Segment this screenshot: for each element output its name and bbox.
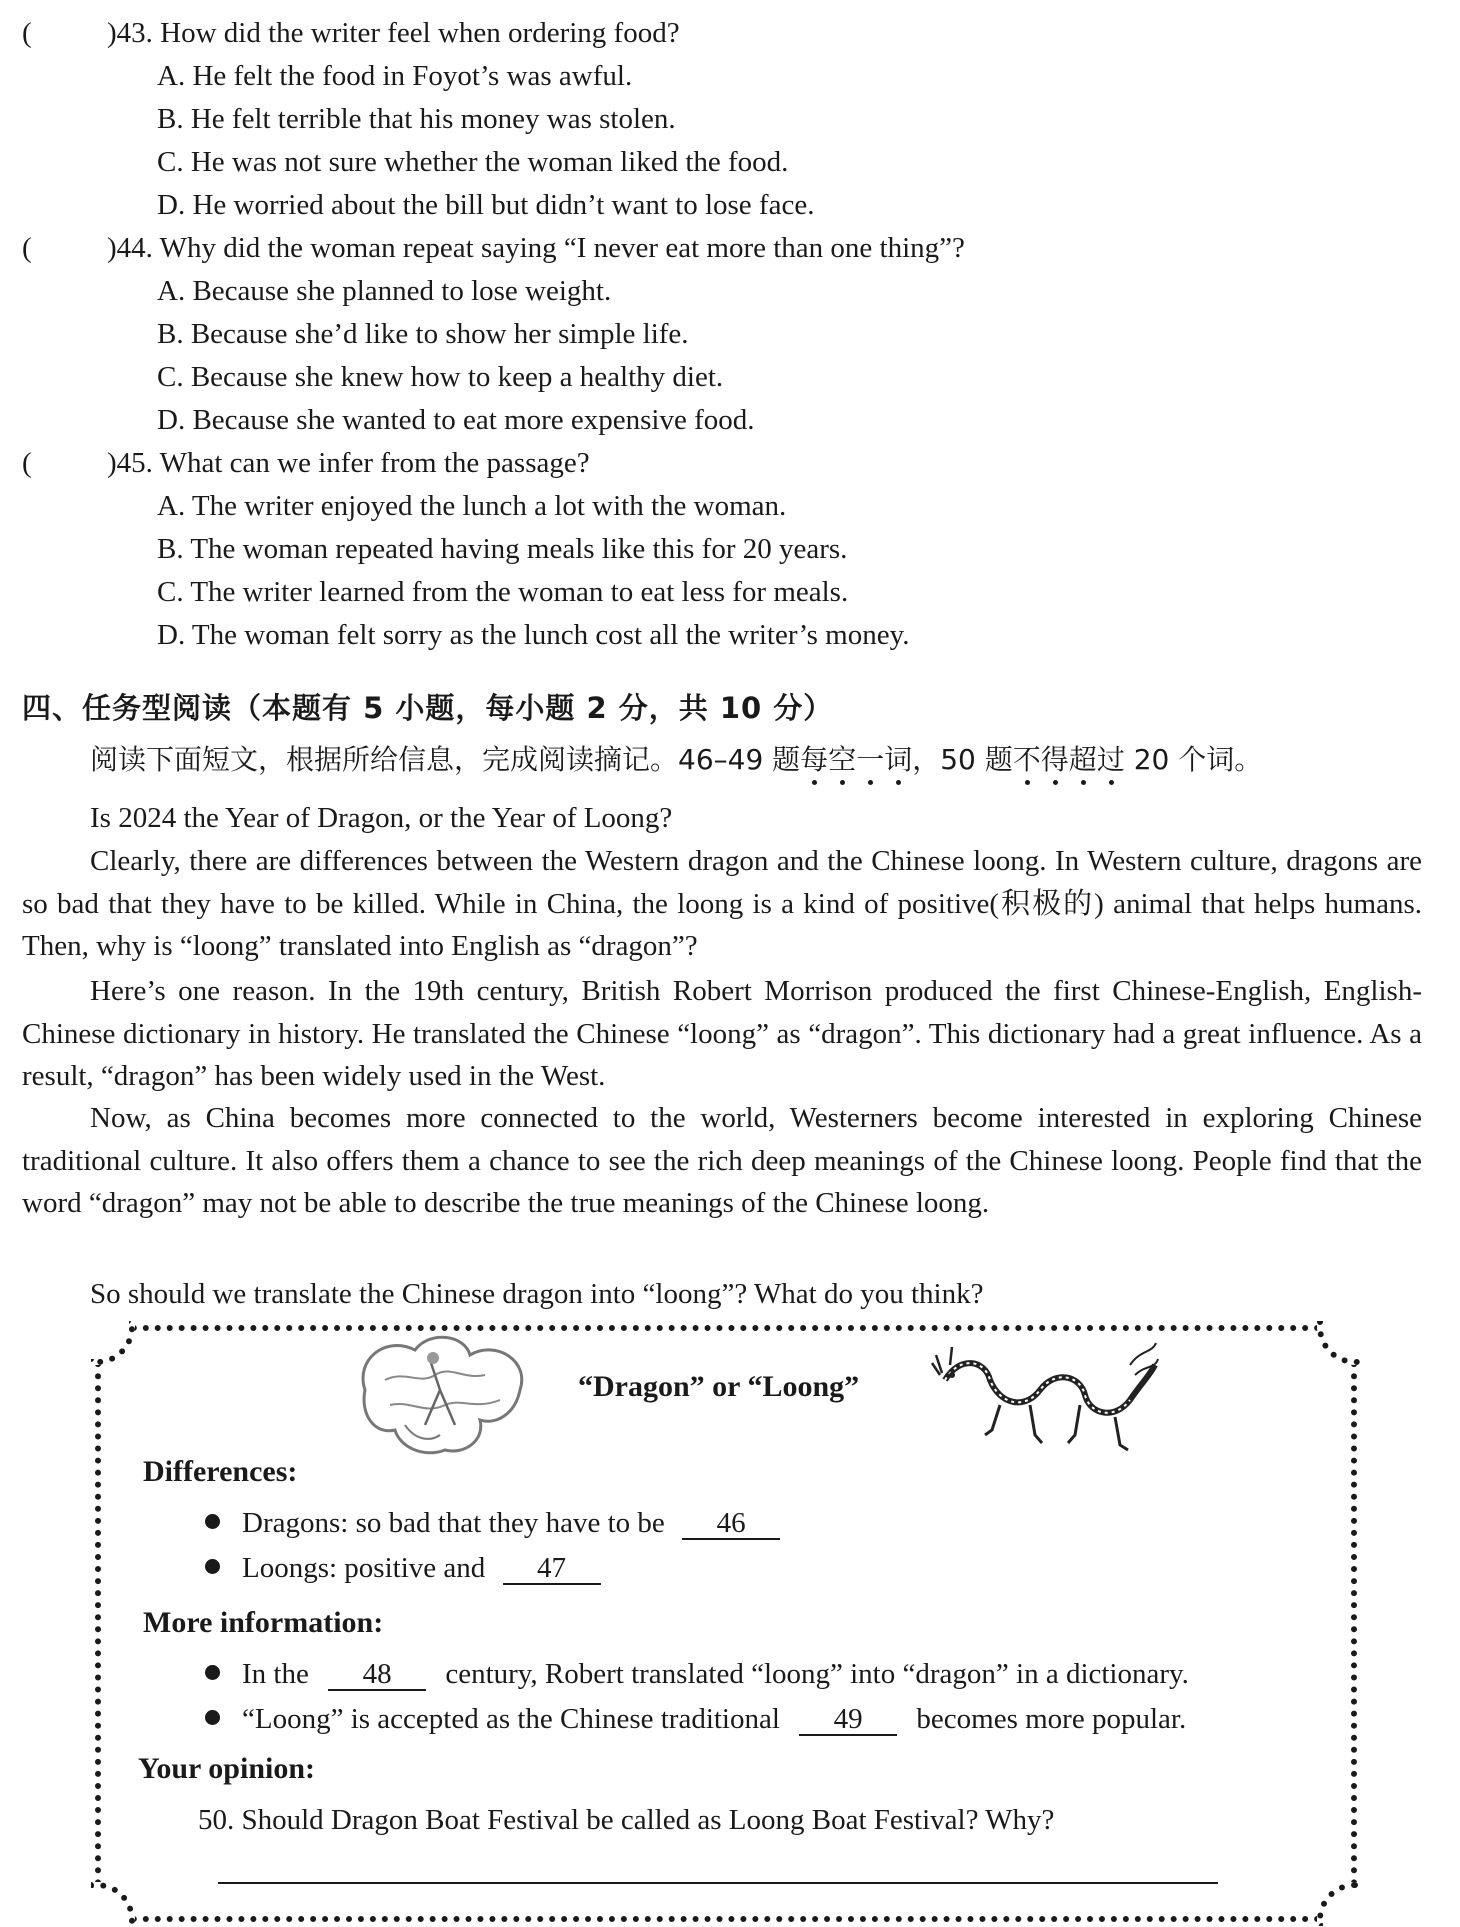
section-instruction: 阅读下面短文，根据所给信息，完成阅读摘记。46–49 题每空一词，50 题不得超过 20 个词。 <box>90 743 1263 776</box>
blank-49[interactable]: 49 <box>799 1704 897 1736</box>
blank-47[interactable]: 47 <box>503 1553 601 1585</box>
option-c: C. Because she knew how to keep a healthy diet. <box>157 361 724 393</box>
differences-heading: Differences: <box>143 1455 298 1488</box>
passage-paragraph-5: So should we translate the Chinese dragon into “loong”? What do you think? <box>90 1278 984 1310</box>
more-information-heading: More information: <box>143 1606 384 1639</box>
more-info-item-49: “Loong” is accepted as the Chinese traditional 49 becomes more popular. <box>205 1701 1186 1737</box>
passage-paragraph-4: Now, as China becomes more connected to the world, Westerners become interested in exploring Chinese traditional culture. It also offers them a chance to see the rich deep meanings of the Chinese loong. People find that the word “dragon” may not be able to describe the true meanings of the Chinese loong. <box>22 1102 1422 1219</box>
option-c: C. The writer learned from the woman to eat less for meals. <box>157 576 849 608</box>
option-b: B. Because she’d like to show her simple life. <box>157 318 689 350</box>
western-dragon-illustration <box>345 1330 535 1460</box>
question-50: 50. Should Dragon Boat Festival be called as Loong Boat Festival? Why? <box>198 1804 1055 1836</box>
passage-paragraph-2: Clearly, there are differences between the Western dragon and the Chinese loong. In Western culture, dragons are so bad that they have to be killed. While in China, the loong is a kind of positive(积极的) animal that helps humans. Then, why is “loong” translated into English as “dragon”? <box>22 845 1422 962</box>
option-d: D. The woman felt sorry as the lunch cost all the writer’s money. <box>157 619 910 651</box>
option-c: C. He was not sure whether the woman liked the food. <box>157 146 789 178</box>
chinese-loong-illustration <box>930 1335 1160 1465</box>
more-info-item-48: In the 48 century, Robert translated “loong” into “dragon” in a dictionary. <box>205 1656 1189 1692</box>
answer-paren[interactable]: ( <box>22 447 32 479</box>
question-stem: ( )44. Why did the woman repeat saying “I never eat more than one thing”? <box>22 232 965 264</box>
difference-item-46: Dragons: so bad that they have to be 46 <box>205 1505 780 1541</box>
option-a: A. He felt the food in Foyot’s was awful. <box>157 60 633 92</box>
option-b: B. The woman repeated having meals like this for 20 years. <box>157 533 848 565</box>
question-stem: ( )43. How did the writer feel when ordering food? <box>22 17 680 49</box>
summary-title: “Dragon” or “Loong” <box>578 1370 860 1403</box>
answer-paren[interactable]: ( <box>22 17 32 49</box>
difference-item-47: Loongs: positive and 47 <box>205 1550 601 1586</box>
blank-48[interactable]: 48 <box>328 1659 426 1691</box>
option-b: B. He felt terrible that his money was stolen. <box>157 103 676 135</box>
answer-line-50[interactable] <box>218 1882 1218 1884</box>
section-title: 四、任务型阅读（本题有 5 小题，每小题 2 分，共 10 分） <box>22 691 834 725</box>
bullet-icon <box>205 1559 220 1574</box>
option-a: A. The writer enjoyed the lunch a lot with the woman. <box>157 490 787 522</box>
question-stem: ( )45. What can we infer from the passage? <box>22 447 590 479</box>
passage-paragraph-1: Is 2024 the Year of Dragon, or the Year of Loong? <box>90 802 673 834</box>
bullet-icon <box>205 1665 220 1680</box>
answer-paren[interactable]: ( <box>22 232 32 264</box>
blank-46[interactable]: 46 <box>682 1508 780 1540</box>
your-opinion-heading: Your opinion: <box>138 1752 316 1785</box>
option-d: D. He worried about the bill but didn’t want to lose face. <box>157 189 815 221</box>
passage-paragraph-3: Here’s one reason. In the 19th century, British Robert Morrison produced the first Chinese-English, English-Chinese dictionary in history. He translated the Chinese “loong” as “dragon”. This dictionary had a great influence. As a result, “dragon” has been widely used in the West. <box>22 975 1422 1092</box>
option-a: A. Because she planned to lose weight. <box>157 275 612 307</box>
bullet-icon <box>205 1710 220 1725</box>
option-d: D. Because she wanted to eat more expensive food. <box>157 404 755 436</box>
bullet-icon <box>205 1514 220 1529</box>
